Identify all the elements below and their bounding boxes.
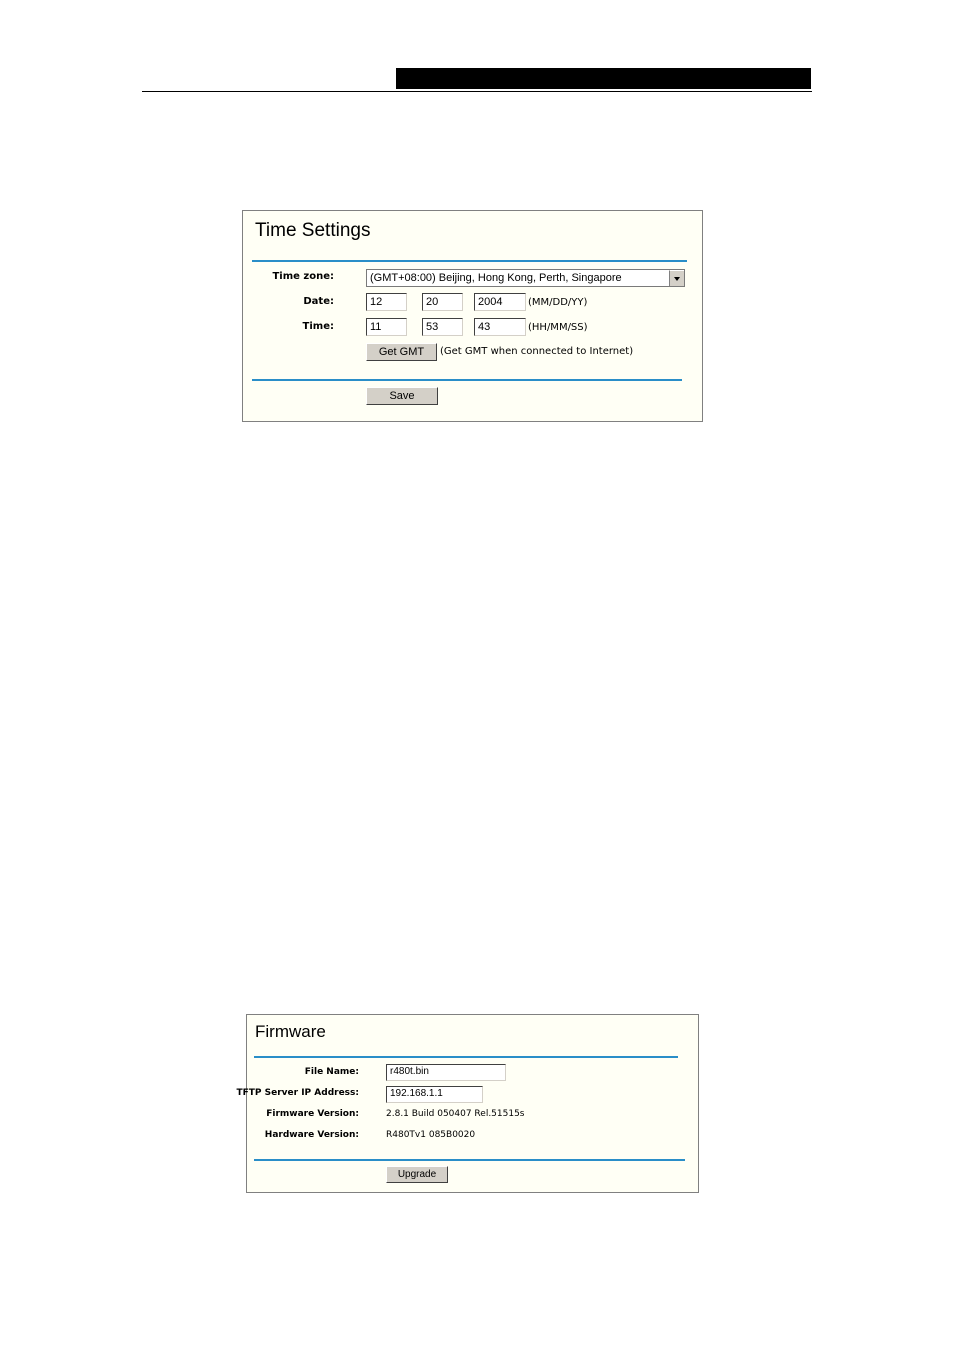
divider-bottom [254, 1159, 685, 1161]
header-bar [396, 68, 811, 89]
date-label: Date: [303, 296, 334, 307]
chevron-down-icon[interactable] [669, 270, 684, 286]
time-format-hint: (HH/MM/SS) [528, 322, 588, 333]
hardware-version-label: Hardware Version: [264, 1130, 359, 1140]
hardware-version-value: R480Tv1 085B0020 [386, 1130, 476, 1140]
time-second-input[interactable]: 43 [474, 318, 526, 336]
time-minute-input[interactable]: 53 [422, 318, 463, 336]
date-format-hint: (MM/DD/YY) [528, 297, 588, 308]
file-name-input[interactable]: r480t.bin [386, 1064, 506, 1081]
get-gmt-button[interactable]: Get GMT [366, 343, 437, 361]
date-year-input[interactable]: 2004 [474, 293, 526, 311]
time-label: Time: [302, 321, 334, 332]
timezone-select[interactable] [366, 269, 685, 287]
divider-top [254, 1056, 678, 1058]
panel-title: Time Settings [255, 220, 371, 241]
header-rule [142, 91, 812, 92]
date-day-input[interactable]: 20 [422, 293, 463, 311]
time-hour-input[interactable]: 11 [366, 318, 407, 336]
time-settings-panel [242, 210, 703, 422]
timezone-value: (GMT+08:00) Beijing, Hong Kong, Perth, Singapore [370, 272, 622, 284]
date-month-input[interactable]: 12 [366, 293, 407, 311]
tftp-input[interactable]: 192.168.1.1 [386, 1086, 483, 1103]
firmware-panel [236, 1014, 699, 1193]
divider-top [252, 260, 687, 262]
firmware-version-value: 2.8.1 Build 050407 Rel.51515s [386, 1109, 525, 1119]
divider-bottom [252, 379, 682, 381]
firmware-version-label: Firmware Version: [266, 1109, 359, 1119]
get-gmt-hint: (Get GMT when connected to Internet) [440, 346, 634, 357]
timezone-label: Time zone: [272, 271, 334, 282]
file-name-label: File Name: [304, 1067, 359, 1077]
panel-title: Firmware [255, 1022, 326, 1041]
save-button[interactable]: Save [366, 387, 438, 405]
tftp-label: TFTP Server IP Address: [236, 1088, 359, 1098]
upgrade-button[interactable]: Upgrade [386, 1166, 448, 1183]
